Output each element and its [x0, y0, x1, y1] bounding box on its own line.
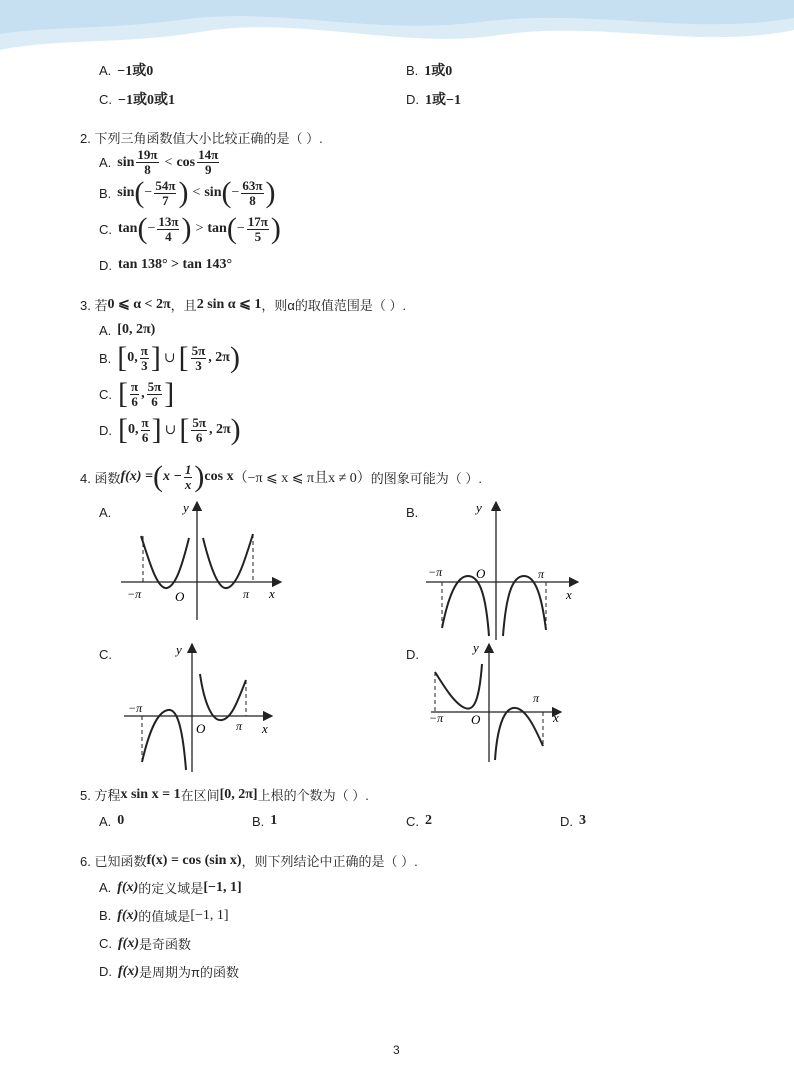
q4-graph-c — [120, 640, 280, 775]
y-label: y — [183, 500, 189, 515]
fraction: $\frac{\pi}{6}$ — [141, 414, 149, 445]
x-label: x — [262, 721, 268, 736]
q2-stem: 2. 下列三角函数值大小比较正确的是（ ）. — [80, 131, 323, 146]
q5-option-a: A. 0 — [99, 813, 125, 829]
q4-option-c-label: C. — [99, 647, 112, 662]
origin-label: O — [175, 589, 185, 604]
fraction: $\frac{14\pi}{9}$ — [198, 147, 219, 177]
q2-option-d: D. tan 138° > tan 143° — [99, 257, 233, 273]
curve — [495, 708, 543, 760]
neg-pi-label: −π — [128, 701, 143, 715]
q3-option-b: B. [ 0, $\frac{\pi}{3}$ ] ∪ [ $\frac{5\pi}{3}$ , 2π ) — [99, 341, 240, 374]
q2-option-c: C. tan ( − $\frac{13\pi}{4}$ ) > tan ( − $\frac{17\pi}{5}$ ) — [99, 212, 281, 245]
q6-option-a: A. f(x) 的定义域是 [−1, 1] — [99, 879, 242, 896]
q5-option-d: D. 3 — [560, 813, 586, 829]
fraction: $\frac{5\pi}{6}$ — [147, 378, 162, 409]
y-label: y — [176, 642, 182, 657]
curve — [442, 576, 489, 636]
q4-stem: 4. 函数 f(x) = ( x − $\frac{1}{x}$ ) cos x （−π ⩽ x ⩽ π且x ≠ 0） 的图象可能为（ ）. — [80, 460, 483, 493]
q1-option-c: C. −1或0或1 — [99, 91, 175, 108]
q1-option-d: D. 1或−1 — [406, 91, 461, 108]
pi-label: π — [243, 587, 250, 601]
x-label: x — [269, 586, 275, 601]
q6-option-b: B. f(x) 的值域是 [−1, 1] — [99, 907, 229, 924]
curve — [142, 710, 186, 770]
q5-stem: 5. 方程 x sin x = 1 在区间 [0, 2π] 上根的个数为（ ）. — [80, 786, 369, 803]
curve — [503, 576, 546, 636]
q2-option-b: B. sin ( − $\frac{54\pi}{7}$ ) < sin ( − $\frac{63\pi}{8}$ ) — [99, 176, 276, 209]
curve — [200, 674, 246, 720]
pi-label: π — [236, 719, 243, 733]
q4-graph-a — [115, 498, 290, 623]
page-number: 3 — [393, 1043, 400, 1057]
fraction: $\frac{13\pi}{4}$ — [158, 213, 179, 244]
q3-option-a: A. [0, 2π) — [99, 322, 156, 338]
q5-option-b: B. 1 — [252, 813, 278, 829]
q1-option-b: B. 1或0 — [406, 62, 453, 79]
fraction: $\frac{63\pi}{8}$ — [242, 177, 263, 208]
fraction: $\frac{1}{x}$ — [184, 461, 192, 492]
q4-graph-b — [424, 498, 584, 643]
fraction: $\frac{17\pi}{5}$ — [247, 213, 268, 244]
q4-option-b-label: B. — [406, 505, 419, 520]
origin-label: O — [471, 712, 481, 727]
q4-option-d-label: D. — [406, 647, 419, 662]
fraction: $\frac{\pi}{6}$ — [131, 378, 139, 409]
q6-option-c: C. f(x) 是奇函数 — [99, 935, 192, 952]
pi-label: π — [533, 691, 540, 705]
origin-label: O — [196, 721, 206, 736]
q3-option-c: C. [ $\frac{\pi}{6}$ , $\frac{5\pi}{6}$ ] — [99, 377, 175, 410]
curve — [203, 534, 253, 588]
q6-stem: 6. 已知函数 f(x) = cos (sin x) ，则下列结论中正确的是（ ）. — [80, 852, 418, 869]
q3-stem: 3. 若 0 ⩽ α < 2π ，且 2 sin α ⩽ 1 ，则α的取值范围是（ ）. — [80, 297, 407, 313]
q4-graph-d — [425, 640, 575, 765]
q4-option-a-label: A. — [99, 505, 112, 520]
q1-option-a: A. −1或0 — [99, 62, 154, 79]
pi-label: π — [538, 567, 545, 581]
fraction: $\frac{54\pi}{7}$ — [155, 177, 176, 208]
neg-pi-label: −π — [127, 587, 142, 601]
fraction: $\frac{5\pi}{3}$ — [191, 342, 206, 373]
fraction: $\frac{5\pi}{6}$ — [192, 414, 206, 445]
curve — [435, 664, 482, 709]
fraction: $\frac{\pi}{3}$ — [140, 342, 148, 373]
q5-option-c: C. 2 — [406, 813, 432, 829]
q3-option-d: D. [ 0, $\frac{\pi}{6}$ ] ∪ [ $\frac{5\pi}{6}$ , 2π ) — [99, 413, 241, 446]
neg-pi-label: −π — [428, 565, 443, 579]
x-label: x — [553, 710, 559, 725]
neg-pi-label: −π — [429, 711, 444, 725]
y-label: y — [476, 500, 482, 515]
q6-option-d: D. f(x) 是周期为π的函数 — [99, 963, 239, 980]
origin-label: O — [476, 566, 486, 581]
fraction: $\frac{19\pi}{8}$ — [137, 147, 158, 177]
q2-option-a: A. sin $\frac{19\pi}{8}$ < cos $\frac{14\pi}{9}$ — [99, 147, 219, 177]
curve — [141, 536, 189, 588]
x-label: x — [566, 587, 572, 602]
y-label: y — [473, 640, 479, 655]
